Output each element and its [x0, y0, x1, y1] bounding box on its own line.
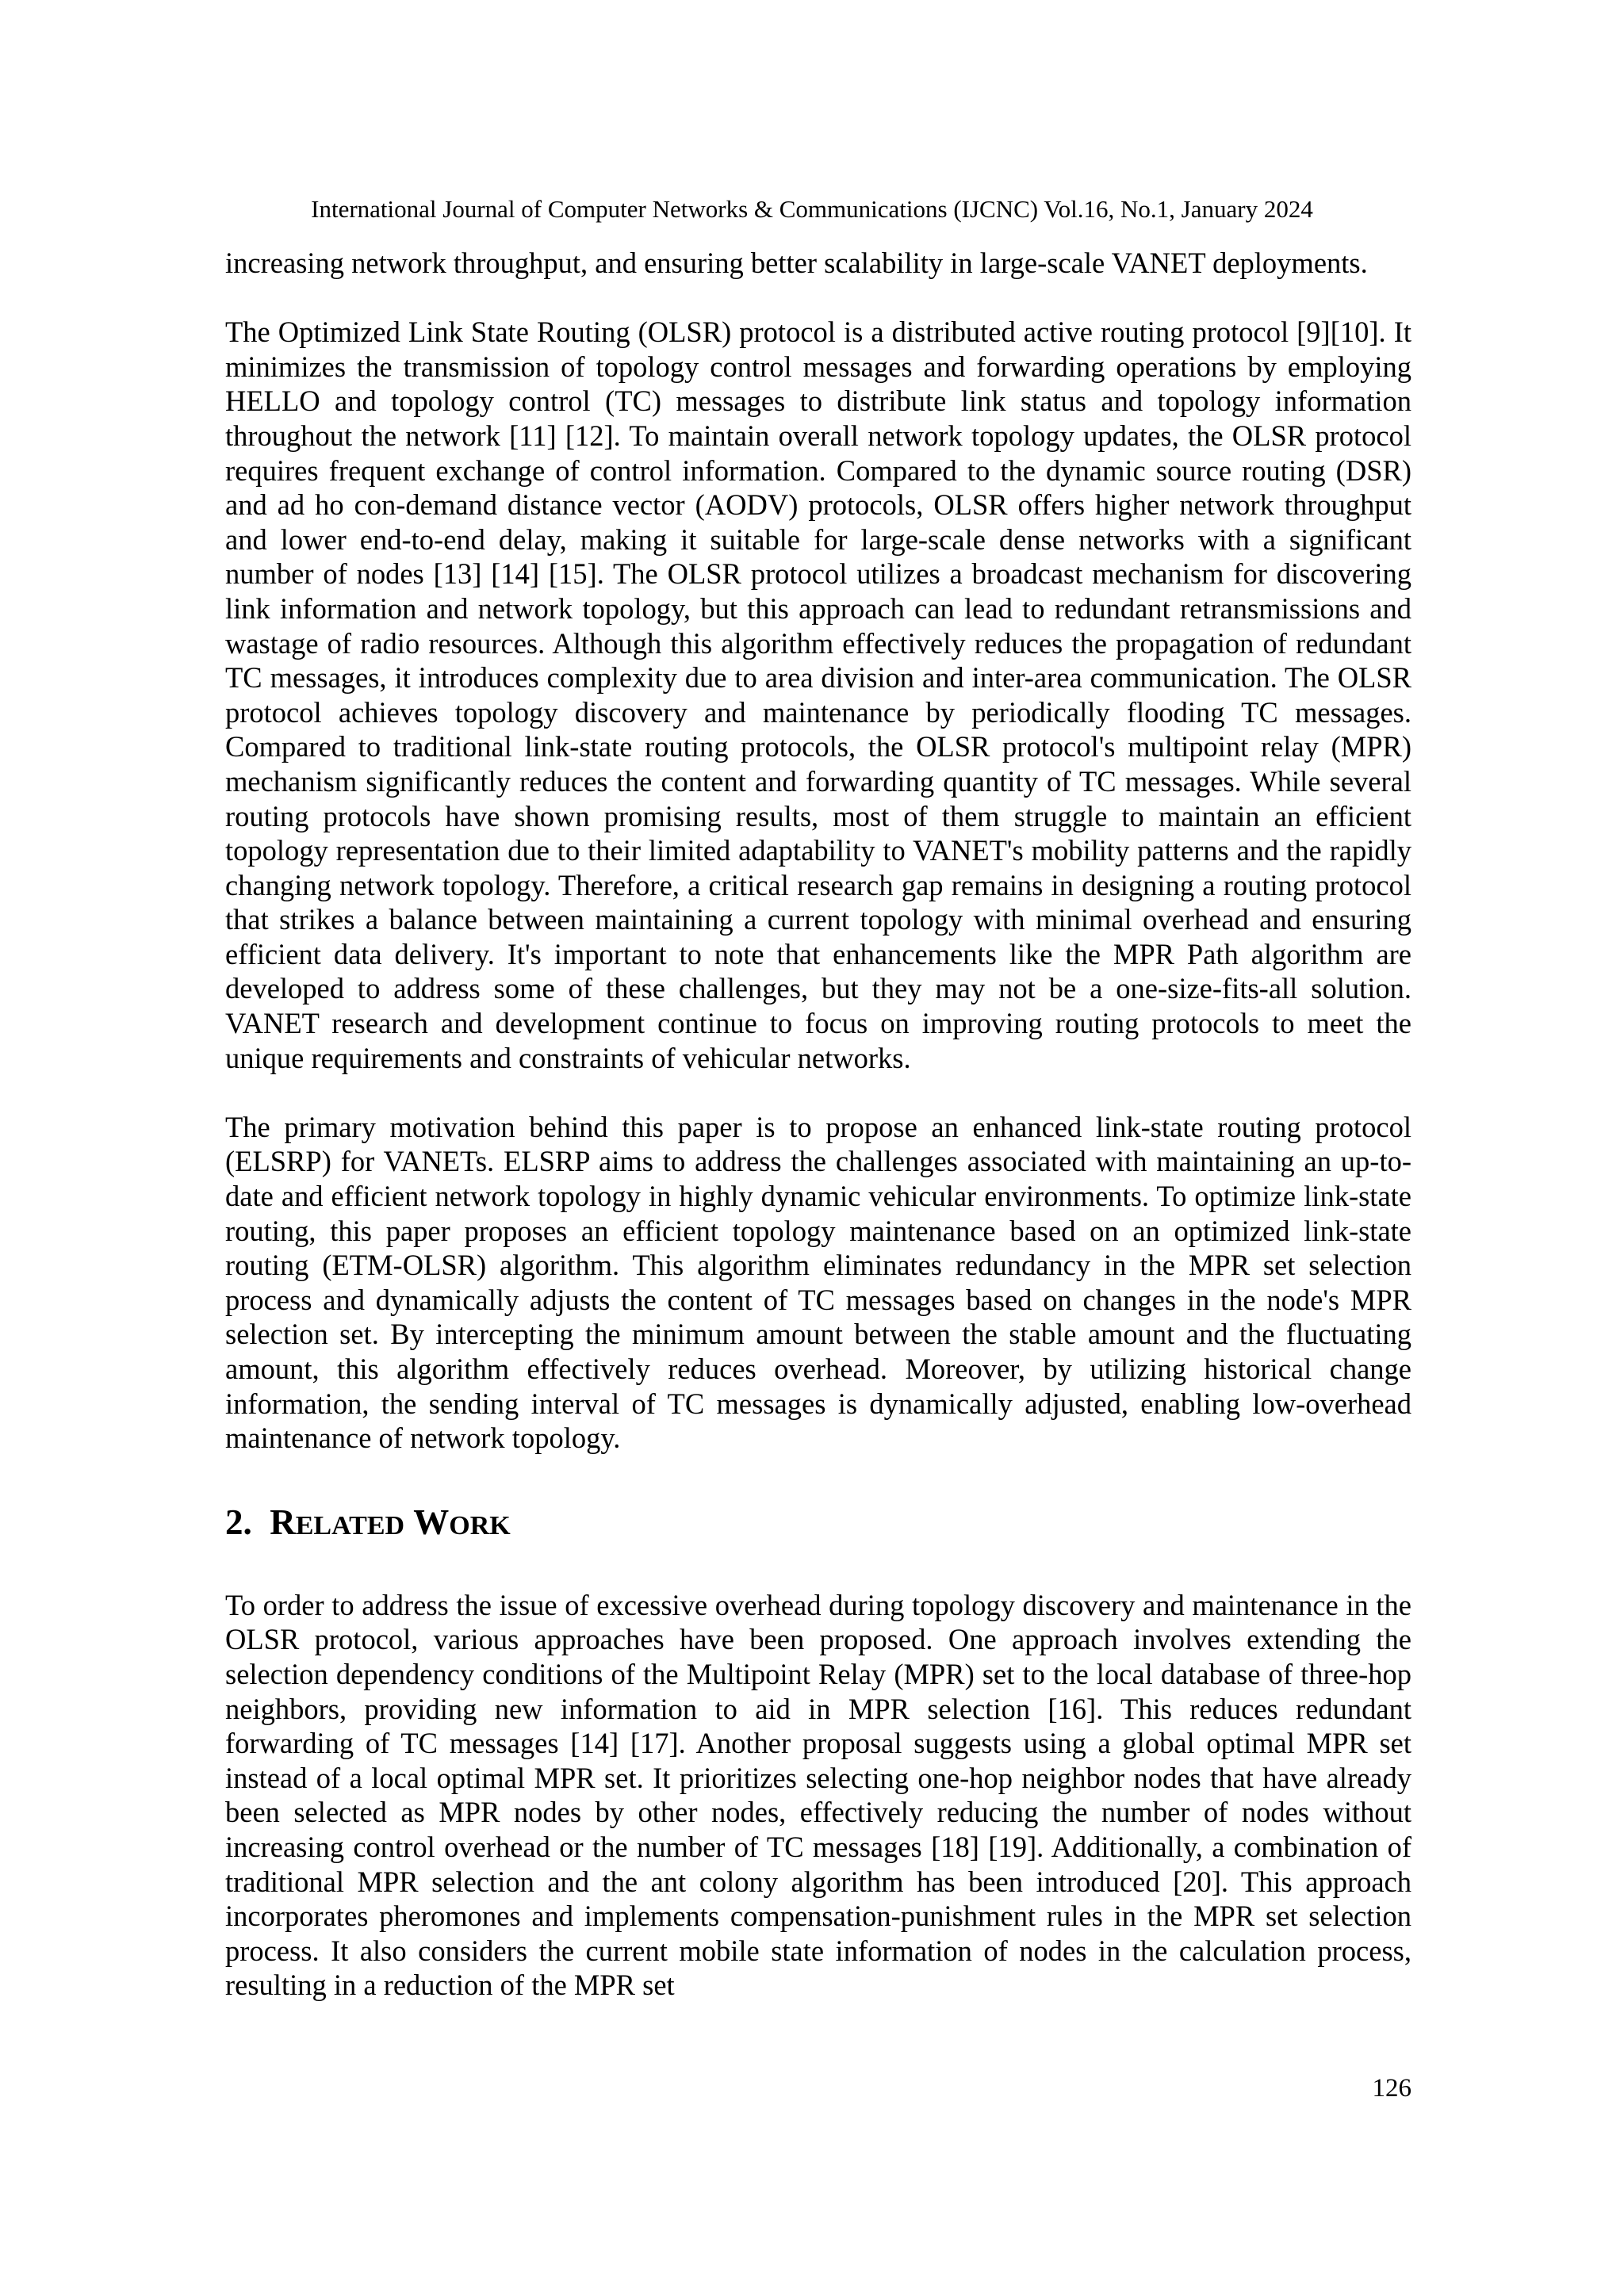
paragraph-continuation: increasing network throughput, and ensuring better scalability in large-scale VANET deployments.	[225, 247, 1368, 279]
paragraph-olsr: The Optimized Link State Routing (OLSR) protocol is a distributed active routing protocol [9][10]. It minimizes the transmission of topology control messages and forwarding operations by employing HELLO and topology control (TC) messages to distribute link status and topology information throughout the network [11] [12]. To maintain overall network topology updates, the OLSR protocol requires frequent exchange of control information. Compared to the dynamic source routing (DSR) and ad ho con-demand distance vector (AODV) protocols, OLSR offers higher network throughput and lower end-to-end delay, making it suitable for large-scale dense networks with a significant number of nodes [13] [14] [15]. The OLSR protocol utilizes a broadcast mechanism for discovering link information and network topology, but this approach can lead to redundant retransmissions and wastage of radio resources. Although this algorithm effectively reduces the propagation of redundant TC messages, it introduces complexity due to area division and inter-area communication. The OLSR protocol achieves topology discovery and maintenance by periodically flooding TC messages. Compared to traditional link-state routing protocols, the OLSR protocol's multipoint relay (MPR) mechanism significantly reduces the content and forwarding quantity of TC messages. While several routing protocols have shown promising results, most of them struggle to maintain an efficient topology representation due to their limited adaptability to VANET's mobility patterns and the rapidly changing network topology. Therefore, a critical research gap remains in designing a routing protocol that strikes a balance between maintaining a current topology with minimal overhead and ensuring efficient data delivery. It's important to note that enhancements like the MPR Path algorithm are developed to address some of these challenges, but they may not be a one-size-fits-all solution. VANET research and development continue to focus on improving routing protocols to meet the unique requirements and constraints of vehicular networks.	[225, 316, 1411, 1074]
body-text	[225, 246, 1411, 2003]
paragraph-motivation: The primary motivation behind this paper is to propose an enhanced link-state routing protocol (ELSRP) for VANETs. ELSRP aims to address the challenges associated with maintaining an up-to-date and efficient network topology in highly dynamic vehicular environments. To optimize link-state routing, this paper proposes an efficient topology maintenance based on an optimized link-state routing (ETM-OLSR) algorithm. This algorithm eliminates redundancy in the MPR set selection process and dynamically adjusts the content of TC messages based on changes in the node's MPR selection set. By intercepting the minimum amount between the stable amount and the fluctuating amount, this algorithm effectively reduces overhead. Moreover, by utilizing historical change information, the sending interval of TC messages is dynamically adjusted, enabling low-overhead maintenance of network topology.	[225, 1110, 1411, 1455]
section-title-cap-1: R	[270, 1502, 296, 1542]
page-number: 126	[1372, 2074, 1411, 2103]
section-number: 2.	[225, 1502, 252, 1542]
section-title-small-2: ORK	[449, 1510, 511, 1540]
section-heading-related-work	[225, 1502, 1411, 1547]
running-header: International Journal of Computer Networks & Communications (IJCNC) Vol.16, No.1, January 2024	[311, 195, 1313, 223]
paragraph-related-work: To order to address the issue of excessive overhead during topology discovery and maintenance in the OLSR protocol, various approaches have been proposed. One approach involves extending the selection dependency conditions of the Multipoint Relay (MPR) set to the local database of three-hop neighbors, providing new information to aid in MPR selection [16]. This reduces redundant forwarding of TC messages [14] [17]. Another proposal suggests using a global optimal MPR set instead of a local optimal MPR set. It prioritizes selecting one-hop neighbor nodes that have already been selected as MPR nodes by other nodes, effectively reducing the number of nodes without increasing control overhead or the number of TC messages [18] [19]. Additionally, a combination of traditional MPR selection and the ant colony algorithm has been introduced [20]. This approach incorporates pheromones and implements compensation-punishment rules in the MPR set selection process. It also considers the current mobile state information of nodes in the calculation process, resulting in a reduction of the MPR set	[225, 1588, 1411, 2002]
section-title-small-1: ELATED	[295, 1510, 405, 1540]
section-title-cap-2: W	[413, 1502, 450, 1542]
